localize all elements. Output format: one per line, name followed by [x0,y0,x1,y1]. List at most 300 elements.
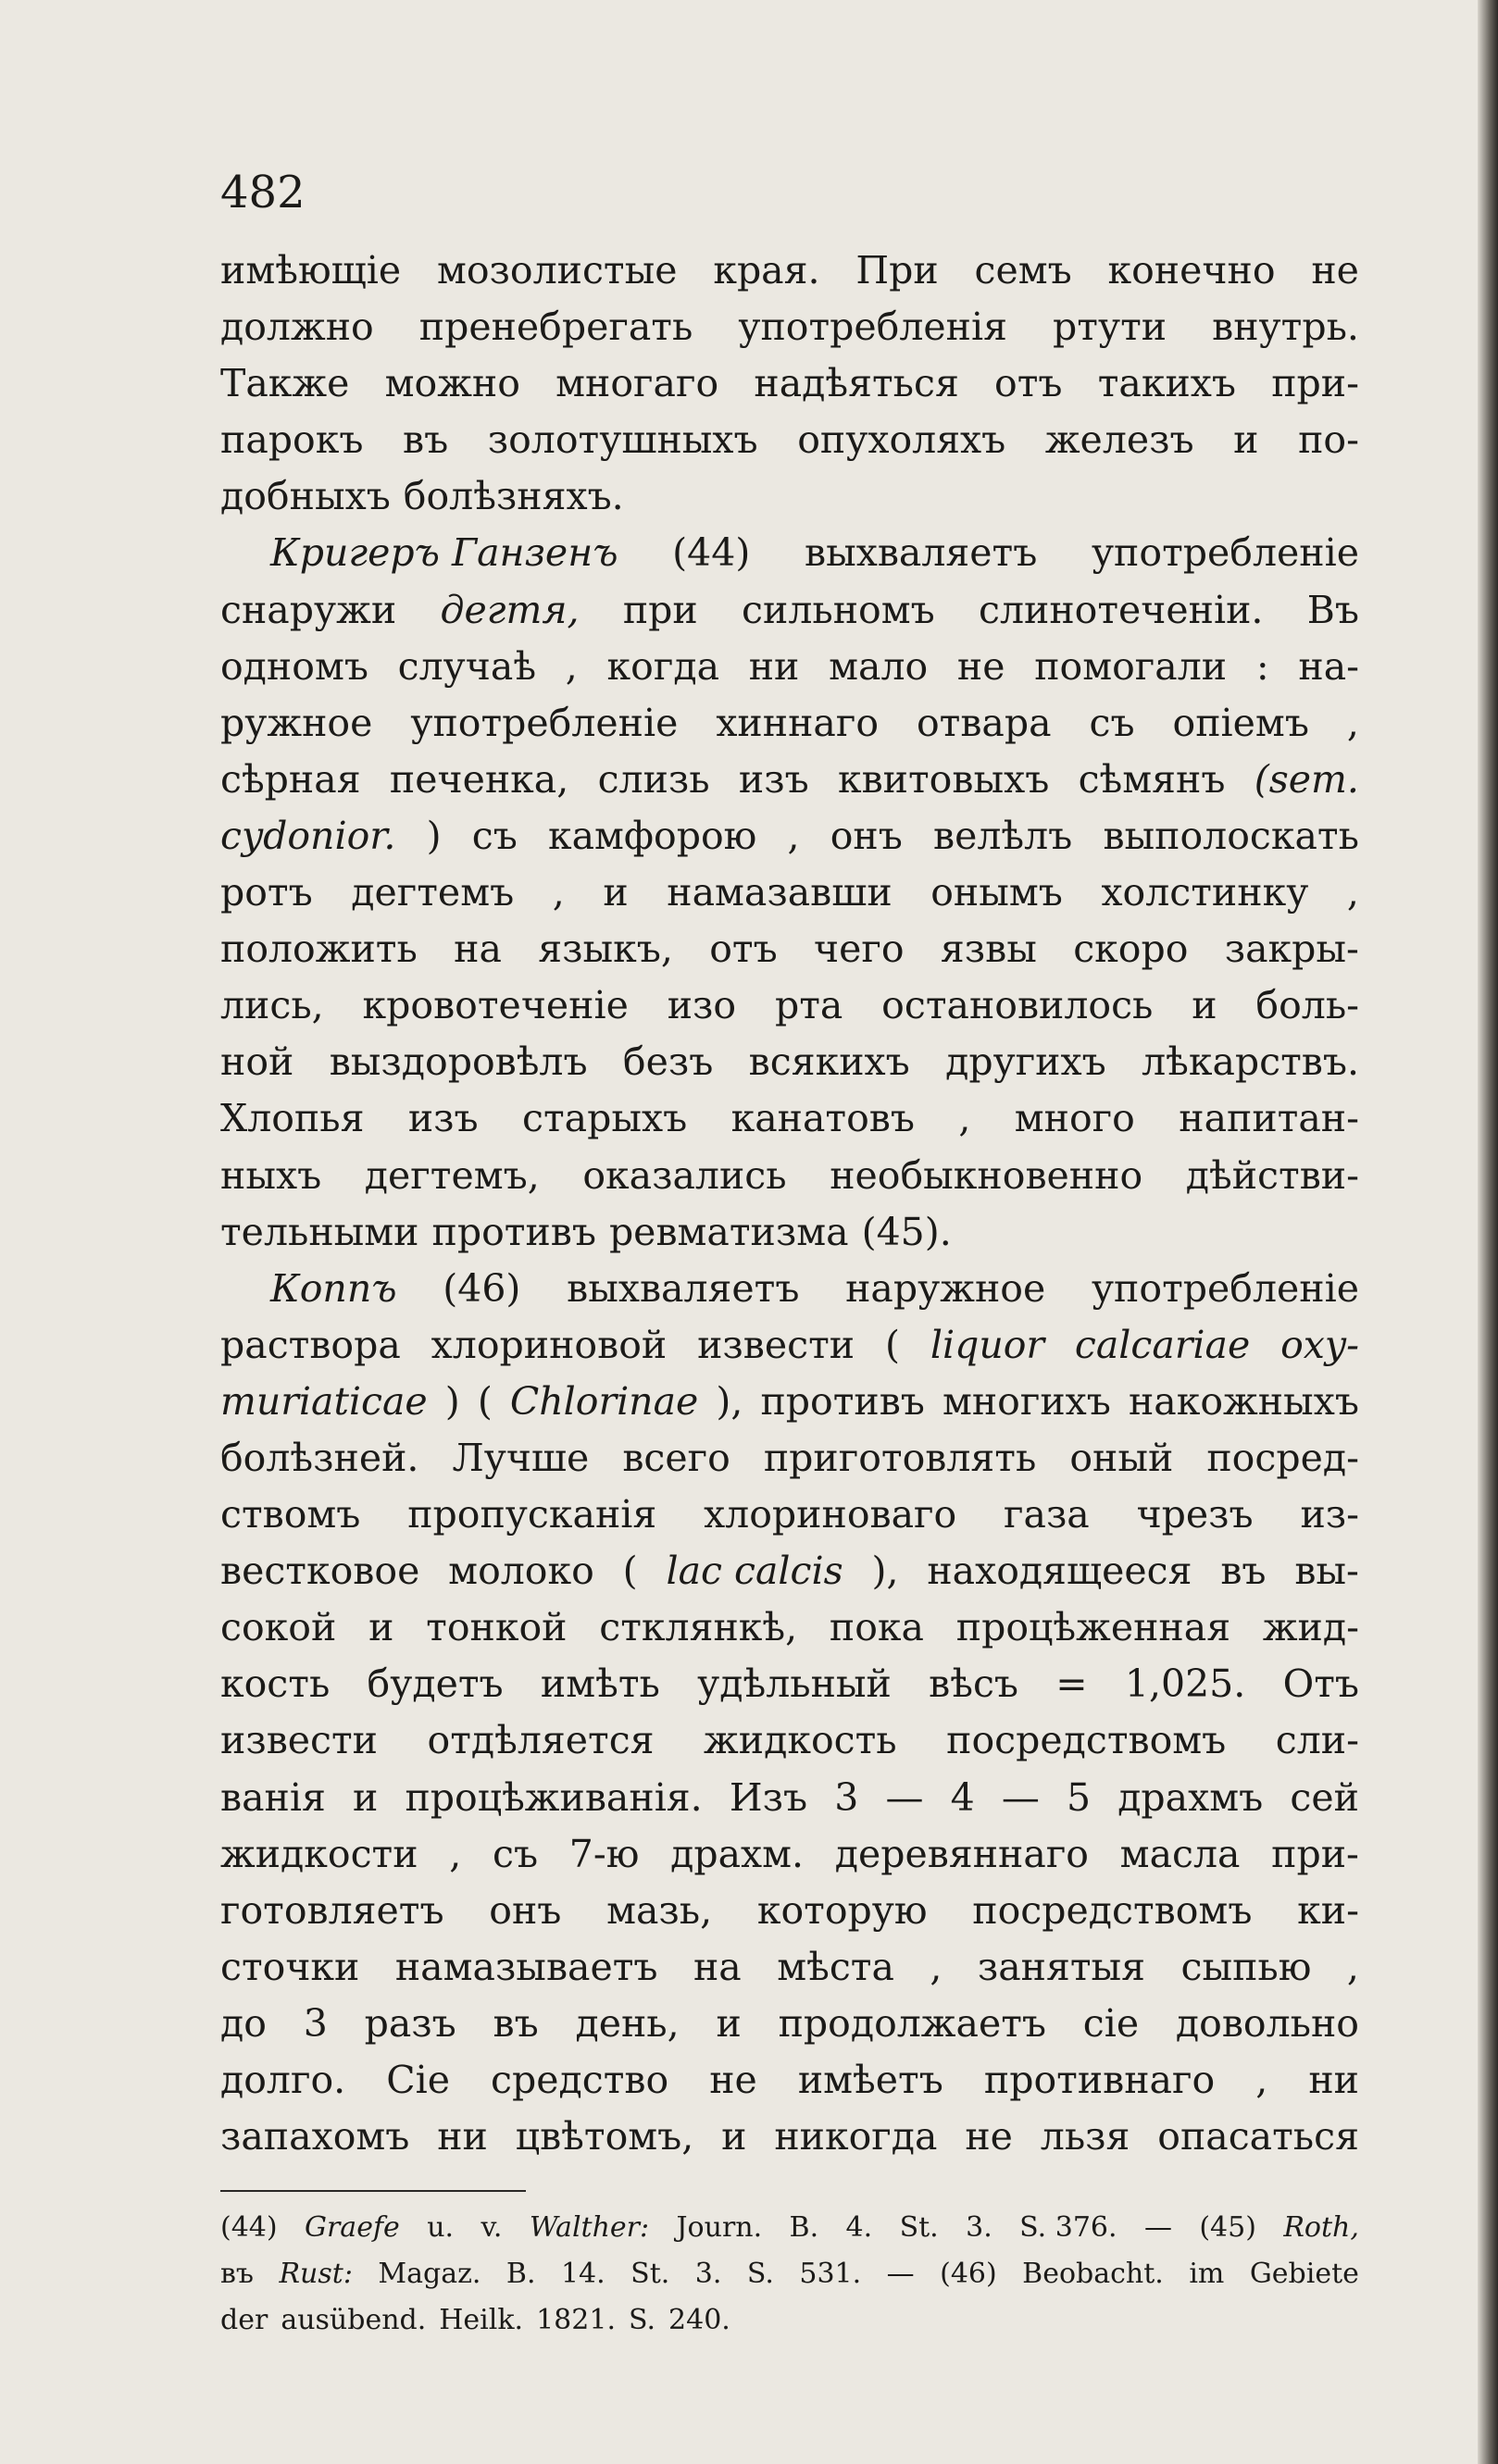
word: когда [606,643,720,689]
word: Хлопья [220,1096,365,1141]
word: 240. [668,2304,730,2336]
word: , [1346,870,1359,915]
word: необыкновенно [830,1152,1143,1198]
word: стклянкѣ, [599,1605,798,1650]
word: имѣть [540,1661,660,1707]
word: не [965,2114,1013,2159]
word: семъ [974,248,1072,292]
word: золотушныхъ [487,417,758,463]
word: хлориновой [431,1322,668,1367]
word: языкъ, [538,927,673,972]
word: слинотеченiи. [979,587,1264,632]
word: посредствомъ [946,1718,1227,1763]
word: 531. [799,2258,862,2290]
word: такихъ [1097,361,1236,406]
word: никогда [774,2114,938,2159]
word: положить [220,927,418,972]
word: пропусканiя [407,1492,657,1537]
word: вестковое [220,1549,420,1594]
word: ни [437,2114,488,2159]
word: 3. [966,2211,992,2244]
word: наружное [845,1265,1046,1311]
word: Chlorinae [509,1378,699,1424]
word: разъ [364,2000,456,2046]
word: 4. [845,2211,873,2244]
word: можно [384,361,520,406]
word: ) [444,1378,460,1424]
word: выздоровѣлъ [329,1039,588,1085]
word: молоко [448,1549,594,1594]
word: (sem. [1254,756,1359,802]
word: довольно [1175,2000,1359,2046]
word: ртути [1053,305,1167,350]
footnotes [220,2205,1359,2344]
word: im [1189,2258,1225,2290]
word: Лучше [452,1435,590,1480]
word: удѣльный [697,1661,892,1707]
word: раствора [220,1322,401,1367]
word: и [721,2114,747,2159]
word: B. [506,2258,536,2290]
word: 3 [834,1774,859,1820]
word: онымъ [930,870,1063,915]
word: газа [1004,1492,1090,1537]
word: безъ [622,1039,714,1085]
footnote-line [220,2251,1359,2297]
word: долго. [220,2058,346,2102]
word: онъ [830,813,903,858]
word: тонкой [426,1605,568,1650]
word: оный [1069,1435,1174,1480]
word: канатовъ [730,1096,915,1141]
word: Beobacht. [1022,2258,1164,2290]
word: отдѣляется [427,1718,655,1763]
text-line [220,1826,1359,1883]
word: находящееся [927,1549,1192,1594]
word: до [220,2000,267,2046]
page-edge-shadow [1478,0,1498,2464]
word: жидкость [704,1718,897,1763]
word: дегтемъ, [364,1152,540,1198]
word: и [1233,417,1259,463]
word: остановилось [881,983,1154,1028]
word: помогали [1034,643,1228,689]
word: опiемъ [1172,700,1309,745]
word: — [885,1774,924,1820]
word: кость [220,1661,331,1707]
word: (44) [220,2211,278,2244]
word: ( [622,1549,638,1594]
word: 5 [1066,1774,1092,1820]
word: приготовлять [763,1435,1037,1480]
word: въ [493,2000,539,2046]
word: Сiе [386,2058,450,2102]
word: и [368,1605,394,1650]
word: рта [774,983,843,1028]
word: , [1346,1944,1359,1989]
word: готовляетъ [220,1887,444,1933]
text-line [220,1261,1359,1317]
text-line [220,1996,1359,2052]
word: противъ [431,1209,596,1254]
word: на [454,927,502,972]
word: , [565,643,578,689]
word: ки- [1297,1887,1359,1933]
text-line [220,1712,1359,1769]
word: ванiя [220,1774,326,1820]
text-line [220,355,1359,412]
word: , [930,1944,942,1989]
word: calcariae [1074,1322,1251,1367]
word: изъ [407,1096,479,1141]
word: закры- [1224,927,1359,972]
word: S. [628,2304,656,2336]
word: , [1255,2058,1268,2102]
word: старыхъ [522,1096,688,1141]
word: (46) [940,2258,997,2290]
text-line [220,1430,1359,1487]
word: язвы [940,927,1037,972]
word: ствомъ [220,1492,361,1537]
word: кровотеченiе [362,983,629,1028]
word: не [1311,248,1359,292]
text-line [220,1148,1359,1204]
word: день, [575,2000,680,2046]
word: Отъ [1282,1661,1359,1707]
word: Magaz. [378,2258,481,2290]
text-line [220,243,1359,299]
word: 1821. [536,2304,616,2336]
word: сiе [1082,2000,1140,2046]
word: драхмъ [1117,1774,1264,1820]
word: другихъ [945,1039,1106,1085]
text-line [220,1034,1359,1090]
word: (45) [1199,2211,1256,2244]
word: камфорою [547,813,757,858]
word: при [622,587,698,632]
word: квитовыхъ [837,756,1050,802]
word: печенка, [389,756,569,802]
text-line [220,921,1359,977]
word: велѣлъ [933,813,1073,858]
word: v. [481,2211,503,2244]
word: оказались [582,1152,787,1198]
word: въ [1220,1549,1267,1594]
word: Heilk. [439,2304,524,2336]
word: многаго [556,361,719,406]
word: извести [220,1718,379,1763]
word: ной [220,1039,294,1085]
word: oxy- [1280,1322,1359,1367]
word: дегтя, [440,587,580,632]
word: накожныхъ [1128,1378,1359,1424]
word: всего [622,1435,730,1480]
word: ныхъ [220,1152,322,1198]
word: 7-ю [568,1831,640,1876]
word: болѣзняхъ. [403,474,624,519]
word: B. [789,2211,819,2244]
text-line [220,1204,1359,1261]
word: продолжаетъ [778,2000,1046,2046]
word: опасаться [1157,2114,1359,2159]
text-line [220,1939,1359,1996]
word: — [886,2258,915,2290]
word: деревяннаго [834,1831,1089,1876]
word: ) [426,813,442,858]
word: жидкости [220,1831,418,1876]
text-line [220,1543,1359,1599]
word: одномъ [220,643,368,689]
word: при- [1271,1831,1359,1876]
word: слизь [597,756,710,802]
word: хиннаго [716,700,880,745]
word: Въ [1306,587,1359,632]
word: цвѣтомъ, [515,2114,694,2159]
word: снаружи [220,587,397,632]
word: 3. [694,2258,722,2290]
text-line [220,1487,1359,1543]
word: намазываетъ [394,1944,658,1989]
text-line [220,2052,1359,2109]
word: посред- [1206,1435,1359,1480]
word: много [1014,1096,1135,1141]
word: сыпью [1180,1944,1312,1989]
text-line [220,468,1359,525]
word: хлориноваго [704,1492,957,1537]
text-line [220,1317,1359,1374]
word: сѣмянъ [1078,756,1226,802]
word: ревматизма [608,1209,849,1254]
word: изо [667,983,737,1028]
word: , [958,1096,971,1141]
word: процѣженная [955,1605,1231,1650]
word: St. [899,2211,939,2244]
word: употребленiе [1091,1265,1359,1311]
word: чрезъ [1136,1492,1254,1537]
word: отъ [709,927,778,972]
word: Graefe [305,2211,400,2244]
footnote-rule [220,2190,526,2192]
text-line [220,2109,1359,2165]
word: muriaticae [220,1378,428,1424]
word: из- [1300,1492,1359,1537]
word: конечно [1107,248,1276,292]
word: сокой [220,1605,337,1650]
word: Journ. [676,2211,763,2244]
word: при- [1271,361,1359,406]
word: пока [829,1605,925,1650]
word: запахомъ [220,2114,410,2159]
word: Коппъ [270,1265,397,1311]
text-line [220,1090,1359,1147]
word: добныхъ [220,474,391,519]
word: Кригеръ Ганзенъ [270,530,618,576]
word: тельными [220,1209,419,1254]
word: парокъ [220,417,364,463]
word: льзя [1040,2114,1130,2159]
word: 1,025. [1124,1661,1246,1707]
word: cydonior. [220,813,396,858]
text-line [220,582,1359,639]
word: ausübend. [281,2304,427,2336]
word: ( [884,1322,900,1367]
word: всякихъ [748,1039,910,1085]
word: S. 376. [1019,2211,1117,2244]
word: Rust: [279,2258,353,2290]
word: сѣрная [220,756,361,802]
word: употребленiе [410,700,679,745]
word: и [603,870,629,915]
word: случаѣ [397,643,537,689]
word: 3 [303,2000,328,2046]
word: мозолистые [436,248,678,292]
text-line [220,752,1359,808]
word: дѣйстви- [1185,1152,1359,1198]
word: холстинку [1101,870,1309,915]
word: выхваляетъ [804,530,1038,576]
word: ружное [220,700,373,745]
word: St. [630,2258,670,2290]
word: ротъ [220,870,313,915]
word: съ [1089,700,1135,745]
word: посредствомъ [972,1887,1253,1933]
word: въ [220,2258,254,2290]
text-line [220,808,1359,865]
word: пренебрегать [418,305,693,350]
word: мазь, [606,1887,713,1933]
word: процѣживанiя. [405,1774,703,1820]
word: имѣетъ [797,2058,943,2102]
word: боль- [1255,983,1359,1028]
word: Gebiete [1249,2258,1359,2290]
word: — [1143,2211,1172,2244]
word: занятыя [977,1944,1146,1989]
word: скоро [1073,927,1189,972]
word: на- [1298,643,1359,689]
word: мѣста [777,1944,894,1989]
word: S. [746,2258,774,2290]
body-text [220,243,1359,2165]
word: будетъ [367,1661,504,1707]
word: сей [1290,1774,1359,1820]
word: мало [829,643,929,689]
word: liquor [930,1322,1045,1367]
word: = [1055,1661,1088,1707]
word: ( [477,1378,493,1424]
word: ни [1308,2058,1359,2102]
footnote-line [220,2297,1359,2344]
word: отъ [994,361,1063,406]
word: вѣсъ [929,1661,1018,1707]
word: выполоскать [1103,813,1359,858]
word: драхм. [670,1831,805,1876]
word: намазавши [667,870,893,915]
word: должно [220,305,374,350]
word: противъ [760,1378,925,1424]
word: края. [713,248,820,292]
word: опухоляхъ [797,417,1006,463]
word: , [787,813,800,858]
word: на [693,1944,742,1989]
word: 14. [560,2258,605,2290]
word: Walther: [529,2211,650,2244]
word: съ [493,1831,539,1876]
word: (45). [861,1209,952,1254]
word: сли- [1275,1718,1359,1763]
word: и [352,1774,379,1820]
text-line [220,1374,1359,1430]
word: ), [871,1549,899,1594]
text-line [220,299,1359,355]
word: чего [814,927,905,972]
word: надѣяться [754,361,959,406]
word: (44) [672,530,751,576]
word: масла [1119,1831,1241,1876]
word: употребленiя [738,305,1007,350]
word: ), [716,1378,743,1424]
word: u. [427,2211,455,2244]
word: лись, [220,983,324,1028]
word: дегтемъ [351,870,515,915]
word: употребленiе [1091,530,1359,576]
word: болѣзней. [220,1435,419,1480]
word: многихъ [942,1378,1111,1424]
word: : [1255,643,1269,689]
text-line [220,1883,1359,1939]
word: ни [748,643,800,689]
word: Изъ [729,1774,808,1820]
text-line [220,695,1359,752]
word: онъ [489,1887,562,1933]
word: и [1192,983,1217,1028]
text-line [220,412,1359,468]
word: выхваляетъ [567,1265,800,1311]
word: не [709,2058,757,2102]
word: вы- [1294,1549,1359,1594]
text-line [220,1656,1359,1712]
word: въ [403,417,449,463]
word: съ [471,813,518,858]
text-line [220,1599,1359,1656]
word: 4 [950,1774,975,1820]
word: (46) [443,1265,521,1311]
word: , [1346,700,1359,745]
word: противнаго [983,2058,1216,2102]
word: изъ [738,756,809,802]
word: по- [1298,417,1359,463]
word: не [956,643,1005,689]
text-line [220,865,1359,921]
word: Roth, [1283,2211,1359,2244]
text-line [220,1770,1359,1826]
text-line [220,525,1359,581]
word: внутрь. [1212,305,1359,350]
word: средство [491,2058,669,2102]
word: имѣющiе [220,248,402,292]
word: отвара [916,700,1052,745]
word: сильномъ [742,587,935,632]
word: извести [697,1322,855,1367]
word: lac calcis [666,1549,843,1594]
text-line [220,639,1359,695]
word: , [552,870,565,915]
word: и [716,2000,742,2046]
word: Также [220,361,350,406]
word: жид- [1262,1605,1359,1650]
word: железъ [1044,417,1194,463]
word: лѣкарствъ. [1142,1039,1359,1085]
word: der [220,2304,268,2336]
